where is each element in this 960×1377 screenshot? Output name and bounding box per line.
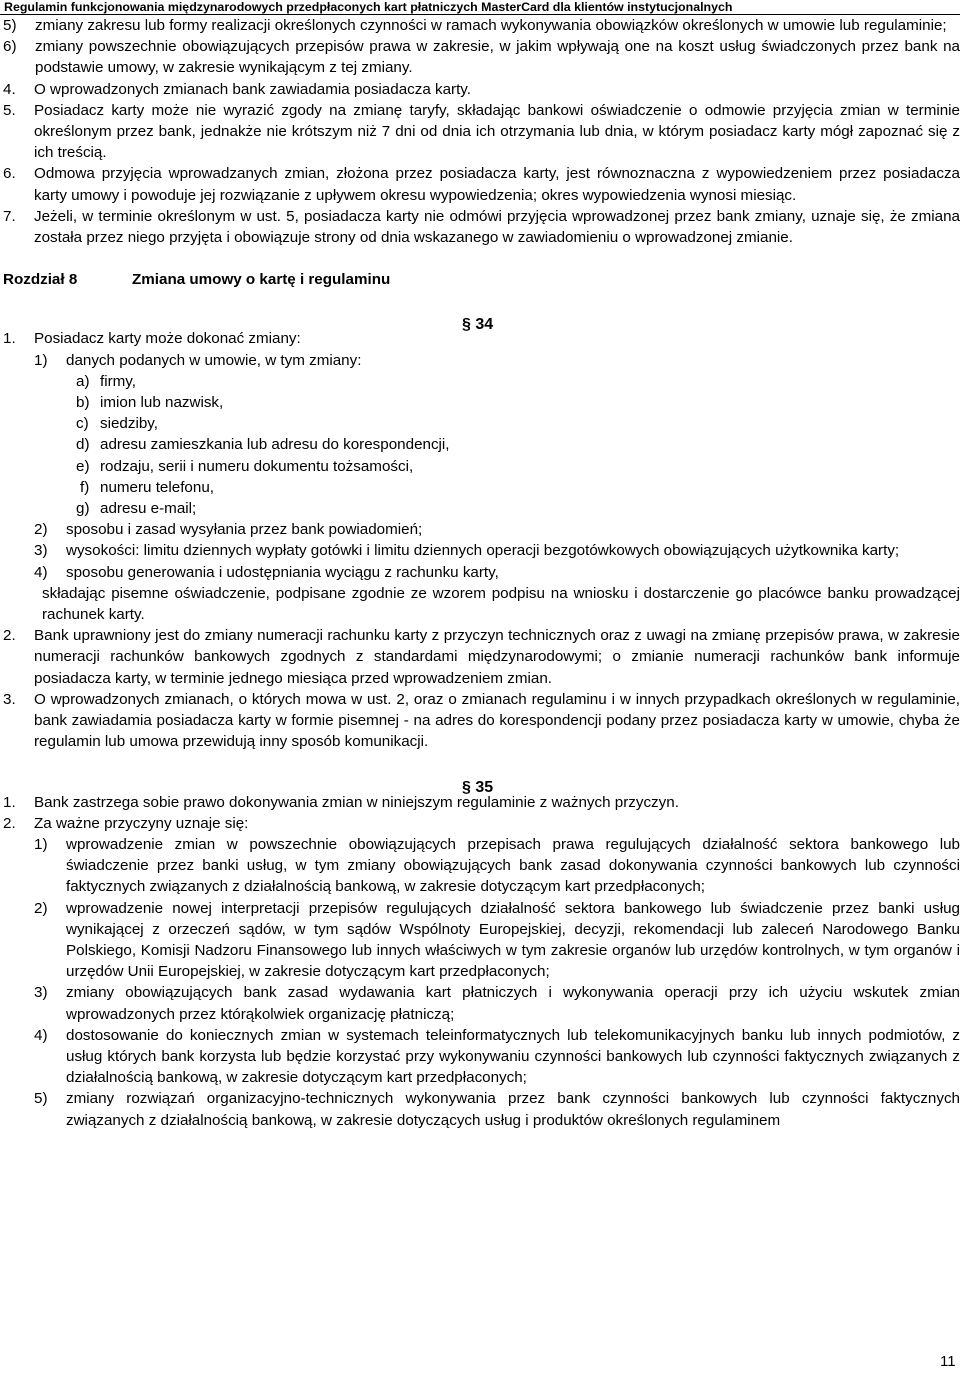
sub-list: [3, 834, 960, 1131]
section-sign: §: [462, 316, 471, 334]
list-item: f) numeru telefonu,: [80, 478, 214, 496]
list-item: 3. O wprowadzonych zmianach, o których mowa w ust. 2, oraz o zmianach regulaminu i w innych przypadkach określonych w regulaminie, bank zawiadamia posiadacza karty w formie pisemnej - na adres do korespondencji podany przez posiadacza karty w umowie, chyba że regulamin lub umowa przewidują inny sposób komunikacji.: [3, 690, 960, 751]
paragraph-35: [0, 792, 960, 1131]
list-item: 1. Posiadacz karty może dokonać zmiany:: [3, 330, 301, 348]
running-header: Regulamin funkcjonowania międzynarodowych przedpłaconych kart płatniczych MasterCard dla klientów instytucjonalnych: [0, 0, 960, 15]
chapter-label: Rozdział 8: [3, 271, 78, 289]
list-item: 5) zmiany zakresu lub formy realizacji określonych czynności w ramach wykonywania obowiązków określonych w umowie lub regulaminie;: [3, 17, 947, 34]
list-item: 1) wprowadzenie zmian w powszechnie obowiązujących przepisach prawa regulujących działalność sektora bankowego lub świadczenie przez banki usług, w tym zmiany obowiązujących bank zasad dokonywania czynności bankowych lub czynności faktycznych związanych z działalnością bankową, w zakresie dotyczącym kart przedpłaconych;: [34, 835, 960, 896]
list-item: 2. Za ważne przyczyny uznaje się:: [3, 814, 249, 832]
list-item: 6. Odmowa przyjęcia wprowadzanych zmian, złożona przez posiadacza karty, jest równoznaczna z wypowiedzeniem przez posiadacza karty umowy i powoduje jej rozwiązanie z upływem okresu wypowiedzenia; okres wypowiedzenia wynosi miesiąc.: [3, 165, 960, 204]
list-item: 1) danych podanych w umowie, w tym zmiany:: [34, 351, 362, 369]
list-item: g) adresu e-mail;: [76, 500, 197, 518]
closing-text: składając pisemne oświadczenie, podpisane zgodnie ze wzorem podpisu na wniosku i dostarczenie go placówce banku prowadzącej rachunek karty.: [42, 584, 960, 624]
sub-list: [3, 350, 960, 626]
list-item: 1. Bank zastrzega sobie prawo dokonywania zmian w niniejszym regulaminie z ważnych przyczyn.: [3, 793, 679, 811]
list-item: 2. Bank uprawniony jest do zmiany numeracji rachunku karty z przyczyn technicznych oraz z uwagi na zmianę przepisów prawa, w zakresie numeracji rachunków bankowych zgodnych z standardami międzynarodowymi; o zmianie numeracji rachunków bank informuje posiadacza karty, w terminie jednego miesiąca przed wprowadzeniem zmian.: [3, 627, 960, 687]
list-item: e) rodzaju, serii i numeru dokumentu tożsamości,: [76, 457, 414, 475]
list-item: 7. Jeżeli, w terminie określonym w ust. 5, posiadacza karty nie odmówi przyjęcia wprowadzonej przez bank zmiany, uznaje się, że zmiana została przez niego przyjęta i obowiązuje strony od dnia wskazanego w zawiadomieniu o wprowadzonej zmianie.: [3, 207, 960, 247]
list-item: a) firmy,: [76, 372, 136, 390]
paragraph-35-heading: § 35: [462, 778, 494, 796]
page-body: [0, 15, 960, 1131]
list-item: 6) zmiany powszechnie obowiązujących przepisów prawa w zakresie, w jakim wpływają one na koszt usług świadczonych przez bank na podstawie umowy, w zakresie wynikającym z tej zmiany.: [3, 38, 960, 77]
list-item: 4) sposobu generowania i udostępniania wyciągu z rachunku karty,: [34, 563, 499, 581]
chapter-title: Zmiana umowy o kartę i regulaminu: [132, 271, 391, 289]
paragraph-34: [0, 328, 960, 752]
list-item: 4) dostosowanie do koniecznych zmian w systemach teleinformatycznych lub telekomunikacyjnych banku lub innych podmiotów, z usług których bank korzysta lub będzie korzystać przy wykonywaniu czynności bankowych lub czynności faktycznych związanych z działalnością bankową, w zakresie dotyczącym kart przedpłaconych;: [34, 1026, 960, 1087]
section-sign: §: [462, 778, 471, 796]
list-item: b) imion lub nazwisk,: [76, 394, 224, 412]
list-item: 2) sposobu i zasad wysyłania przez bank powiadomień;: [34, 521, 423, 539]
page-number: 11: [940, 1353, 956, 1370]
list-item: 3) zmiany obowiązujących bank zasad wydawania kart płatniczych i wykonywania operacji przy ich użyciu wskutek zmian wprowadzonych przez którąkolwiek organizację płatniczą;: [34, 984, 960, 1023]
paragraph-34-heading: § 34: [462, 316, 494, 334]
list-item: 3) wysokości: limitu dziennych wypłaty gotówki i limitu dziennych operacji bezgotówkowych obowiązujących użytkownika karty;: [34, 542, 900, 560]
list-item: d) adresu zamieszkania lub adresu do korespondencji,: [76, 436, 450, 454]
top-list: [0, 15, 960, 79]
list-item: 2) wprowadzenie nowej interpretacji przepisów regulujących działalność sektora bankowego lub świadczenie przez banki usług wynikającej z orzeczeń sądów, w tym sądów Wspólnoty Europejskiej, decyzji, rekomendacji lub zaleceń Narodowego Banku Polskiego, Komisji Nadzoru Finansowego lub innych właściwych w tym zakresie organów lub urzędów kontrolnych, w tym organów i urzędów Unii Europejskiej, w zakresie dotyczącym kart przedpłaconych;: [34, 899, 960, 981]
list-item: 4. O wprowadzonych zmianach bank zawiadamia posiadacza karty.: [3, 80, 471, 98]
list-item: 5. Posiadacz karty może nie wyrazić zgody na zmianę taryfy, składając bankowi oświadczenie o odmowie przyjęcia zmian w terminie określonym przez bank, jednakże nie krótszym niż 7 dni od dnia ich otrzymania lub dnia, w którym posiadacz karty mógł zapoznać się z ich treścią.: [3, 101, 960, 162]
chapter-heading: [0, 269, 960, 290]
numbered-items: [0, 79, 960, 249]
list-item: c) siedziby,: [76, 415, 158, 433]
letter-list: [34, 371, 960, 519]
list-item: 5) zmiany rozwiązań organizacyjno-technicznych wykonywania przez bank czynności bankowych lub czynności faktycznych związanych z działalnością bankową, w zakresie dotyczących usług i produktów określonych regulaminem: [34, 1090, 960, 1129]
